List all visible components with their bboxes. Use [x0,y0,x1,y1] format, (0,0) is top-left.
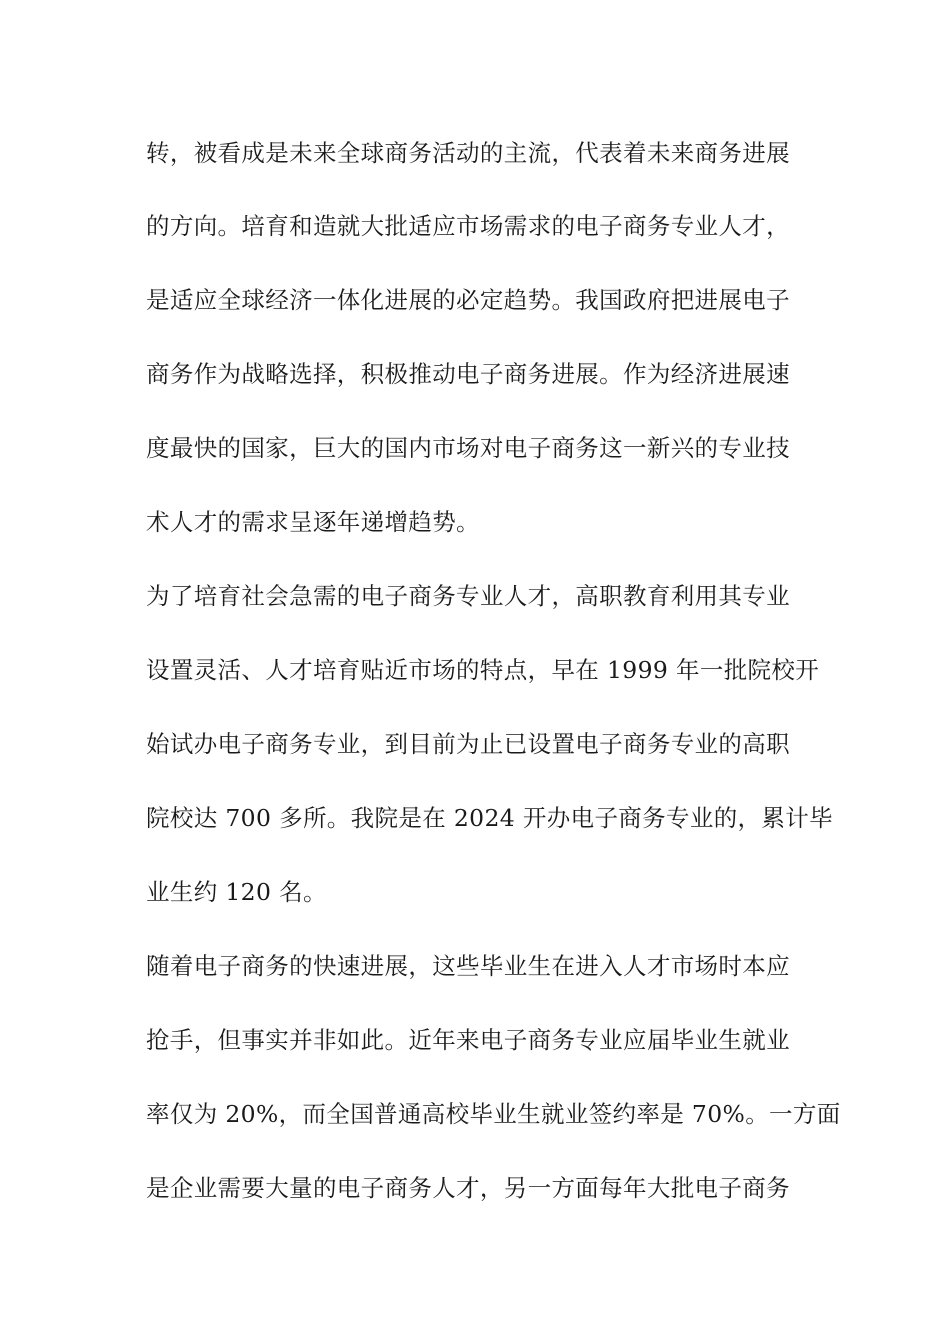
text-line: 率仅为 20%，而全国普通高校毕业生就业签约率是 70%。一方面 [146,1100,841,1128]
text-line: 为了培育社会急需的电子商务专业人才，高职教育利用其专业 [146,582,790,610]
text-line: 设置灵活、人才培育贴近市场的特点，早在 1999 年一批院校开 [146,656,820,684]
text-line: 度最快的国家，巨大的国内市场对电子商务这一新兴的专业技 [146,434,790,462]
text-line: 业生约 120 名。 [146,878,327,906]
text-line: 随着电子商务的快速进展，这些毕业生在进入人才市场时本应 [146,952,790,980]
text-line: 始试办电子商务专业，到目前为止已设置电子商务专业的高职 [146,730,790,758]
text-line: 术人才的需求呈逐年递增趋势。 [146,508,480,536]
text-line: 是企业需要大量的电子商务人才，另一方面每年大批电子商务 [146,1174,790,1202]
text-line: 是适应全球经济一体化进展的必定趋势。我国政府把进展电子 [146,286,790,314]
text-line: 的方向。培育和造就大批适应市场需求的电子商务专业人才， [146,212,790,240]
text-line: 商务作为战略选择，积极推动电子商务进展。作为经济进展速 [146,360,790,388]
text-line: 转，被看成是未来全球商务活动的主流，代表着未来商务进展 [146,139,790,167]
text-line: 抢手，但事实并非如此。近年来电子商务专业应届毕业生就业 [146,1026,790,1054]
text-line: 院校达 700 多所。我院是在 2024 开办电子商务专业的，累计毕 [146,804,833,832]
